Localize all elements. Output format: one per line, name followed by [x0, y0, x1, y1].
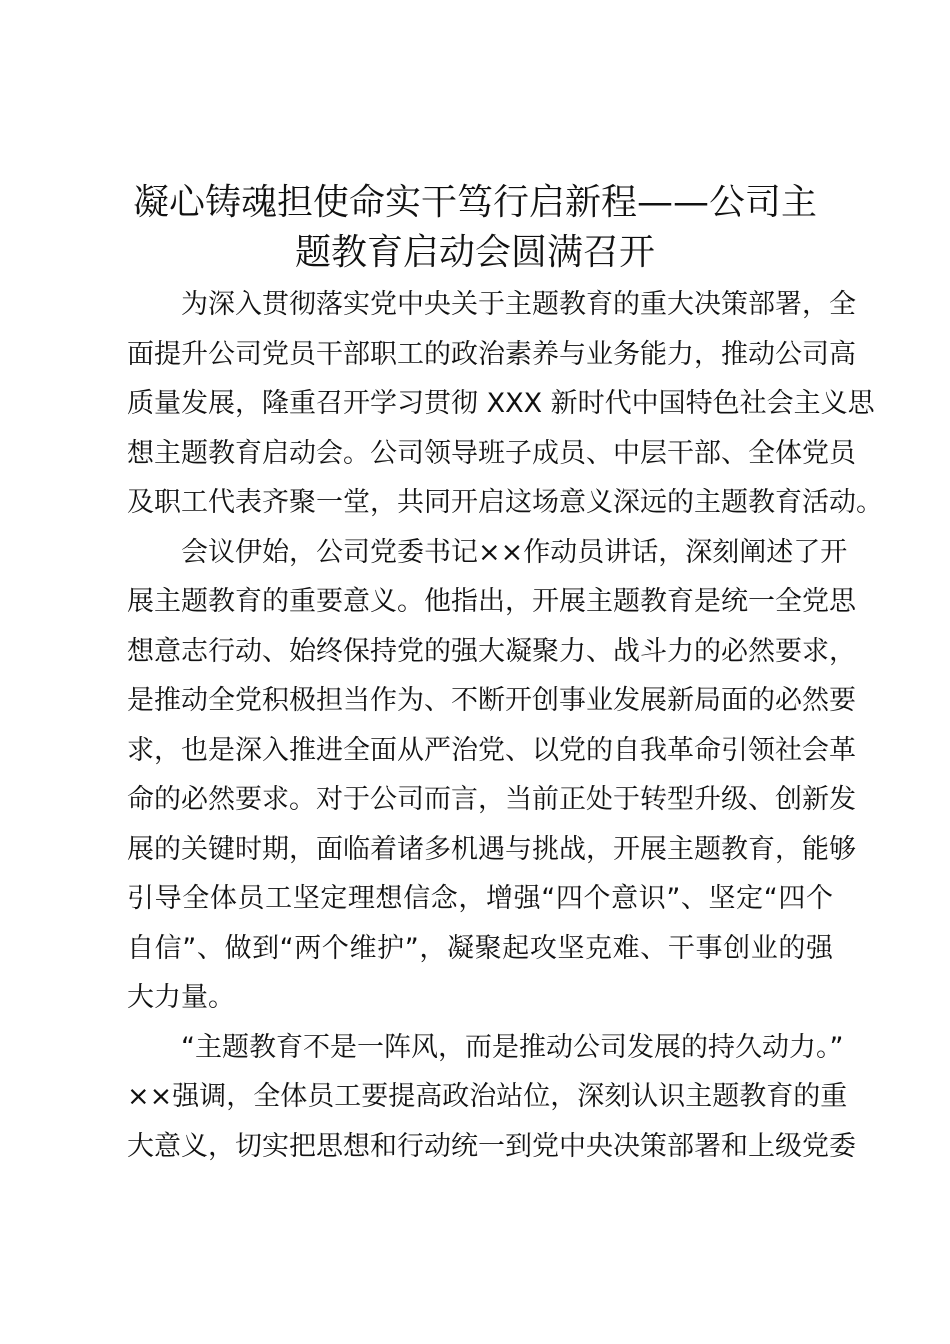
paragraph-line: 命的必然要求。对于公司而言，当前正处于转型升级、创新发 — [127, 784, 856, 815]
paragraph-line: 会议伊始，公司党委书记××作动员讲话，深刻阐述了开 — [181, 536, 848, 568]
paragraph-line: 大力量。 — [127, 982, 235, 1013]
title-line-1: 凝心铸魂担使命实干笃行启新程——公司主 — [132, 182, 817, 223]
paragraph-line: 为深入贯彻落实党中央关于主题教育的重大决策部署，全 — [181, 289, 856, 320]
paragraph-line: 想意志行动、始终保持党的强大凝聚力、战斗力的必然要求， — [127, 635, 856, 667]
paragraph-2 — [127, 528, 856, 1023]
paragraph-line: 是推动全党积极担当作为、不断开创事业发展新局面的必然要 — [127, 685, 856, 716]
title-line-2: 题教育启动会圆满召开 — [294, 232, 655, 273]
paragraph-line: 面提升公司党员干部职工的政治素养与业务能力，推动公司高 — [127, 338, 856, 370]
paragraph-line: 求，也是深入推进全面从严治党、以党的自我革命引领社会革 — [127, 734, 856, 766]
document-body — [127, 280, 883, 1171]
document-title — [120, 178, 830, 278]
paragraph-line: 展的关键时期，面临着诸多机遇与挑战，开展主题教育，能够 — [127, 833, 856, 865]
paragraph-line: 及职工代表齐聚一堂，共同开启这场意义深远的主题教育活动。 — [127, 487, 883, 518]
paragraph-1 — [127, 280, 883, 528]
paragraph-3 — [127, 1023, 856, 1172]
paragraph-line: “主题教育不是一阵风，而是推动公司发展的持久动力。” — [181, 1031, 844, 1063]
paragraph-line: 展主题教育的重要意义。他指出，开展主题教育是统一全党思 — [127, 586, 856, 617]
paragraph-line: 质量发展，隆重召开学习贯彻 XXX 新时代中国特色社会主义思 — [127, 388, 875, 419]
paragraph-line: 想主题教育启动会。公司领导班子成员、中层干部、全体党员 — [127, 437, 856, 469]
paragraph-line: 大意义，切实把思想和行动统一到党中央决策部署和上级党委 — [127, 1130, 856, 1162]
paragraph-line: ××强调，全体员工要提高政治站位，深刻认识主题教育的重 — [127, 1081, 848, 1112]
paragraph-line: 引导全体员工坚定理想信念，增强“四个意识”、坚定“四个 — [127, 883, 833, 914]
paragraph-line: 自信”、做到“两个维护”，凝聚起攻坚克难、干事创业的强 — [127, 932, 833, 964]
